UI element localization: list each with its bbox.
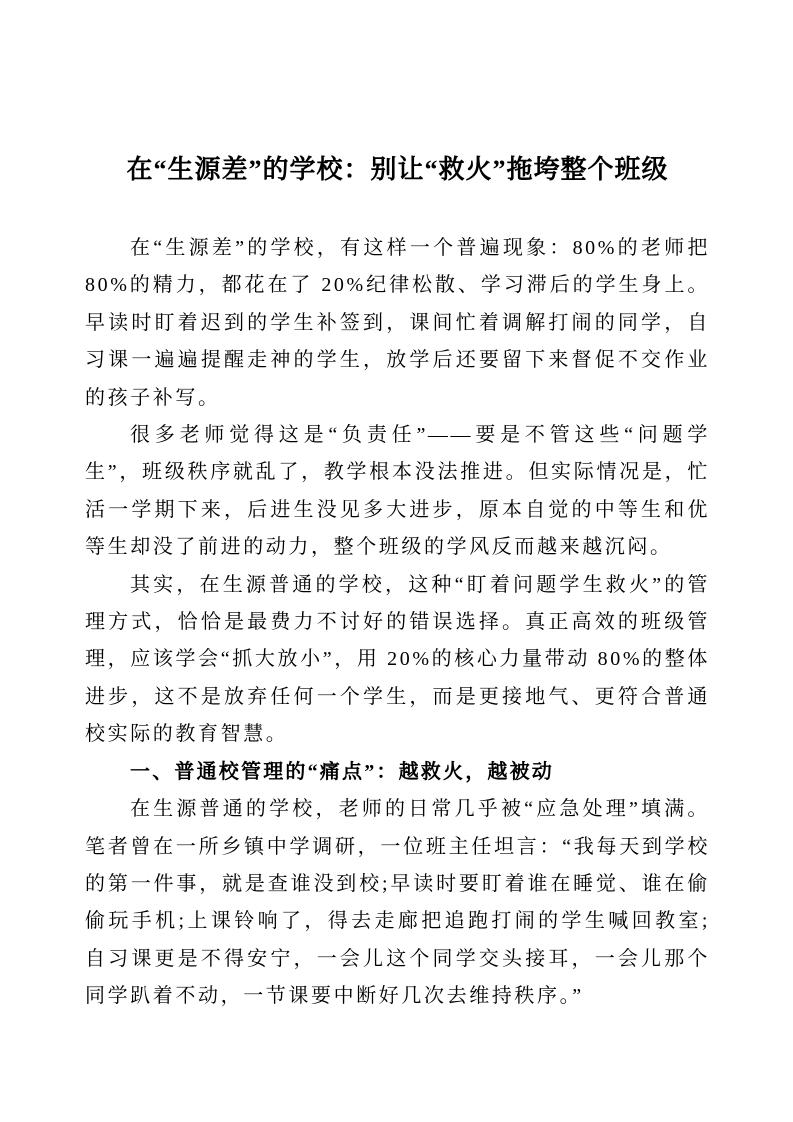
section-heading-1: 一、普通校管理的“痛点”：越救火，越被动 xyxy=(130,760,554,783)
document-content xyxy=(0,151,793,1016)
paragraph-4: 在生源普通的学校，老师的日常几乎被“应急处理”填满。笔者曾在一所乡镇中学调研，一位班主任坦言：“我每天到学校的第一件事，就是查谁没到校;早读时要盯着谁在睡觉、谁在偷偷玩手机;上课铃响了，得去走廊把追跑打闹的学生喊回教室;自习课更是不得安宁，一会儿这个同学交头接耳，一会儿那个同学趴着不动，一节课要中断好几次去维持秩序。” xyxy=(85,798,710,1008)
paragraph-1: 在“生源差”的学校，有这样一个普遍现象：80%的老师把 80%的精力，都花在了 20%纪律松散、学习滞后的学生身上。早读时盯着迟到的学生补签到，课间忙着调解打闹的同学，自习课一遍遍提醒走神的学生，放学后还要留下来督促不交作业的孩子补写。 xyxy=(85,237,710,409)
paragraph-2: 很多老师觉得这是“负责任”——要是不管这些“问题学生”，班级秩序就乱了，教学根本没法推进。但实际情况是，忙活一学期下来，后进生没见多大进步，原本自觉的中等生和优等生却没了前进的动力，整个班级的学风反而越来越沉闷。 xyxy=(85,424,710,559)
document-title: 在“生源差”的学校：别让“救火”拖垮整个班级 xyxy=(126,155,669,184)
paragraph-3: 其实，在生源普通的学校，这种“盯着问题学生救火”的管理方式，恰恰是最费力不讨好的错误选择。真正高效的班级管理，应该学会“抓大放小”，用 20%的核心力量带动 80%的整体进步，这不是放弃任何一个学生，而是更接地气、更符合普通校实际的教育智慧。 xyxy=(85,573,710,746)
